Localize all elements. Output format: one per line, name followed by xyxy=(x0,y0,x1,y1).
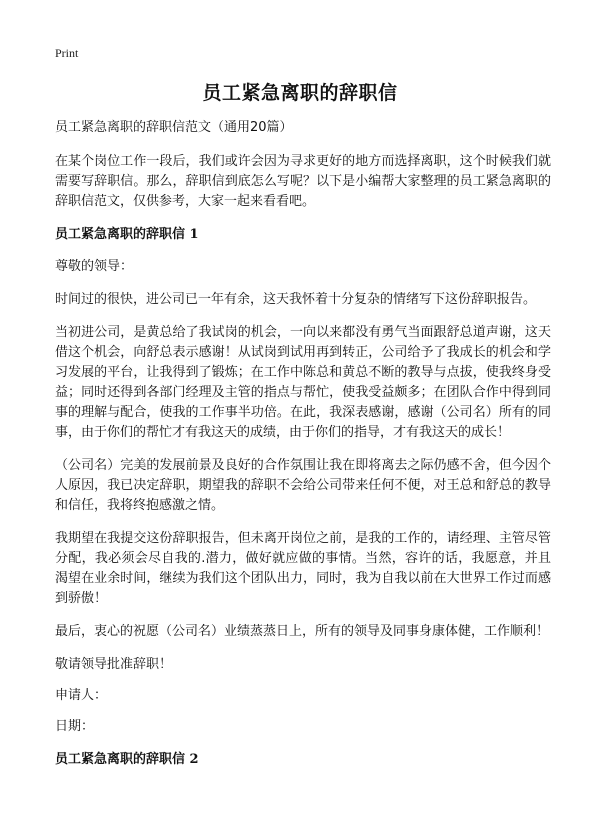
letter-2-heading: 员工紧急离职的辞职信 2 xyxy=(55,752,199,767)
letter-1-paragraph: （公司名）完美的发展前景及良好的合作氛围让我在即将离去之际仍感不舍，但今因个人原因，我已决定辞职，期望我的辞职不会给公司带来任何不便，对王总和舒总的教导和信任，我将终抱感激之情。 xyxy=(55,458,551,513)
print-label: Print xyxy=(55,46,79,60)
document-body xyxy=(55,118,551,782)
date-label: 日期： xyxy=(55,719,95,734)
letter-1-paragraph: 敬请领导批准辞职！ xyxy=(55,657,173,672)
intro-paragraph: 在某个岗位工作一段后，我们或许会因为寻求更好的地方而选择离职，这个时候我们就需要写辞职信。那么，辞职信到底怎么写呢？以下是小编帮大家整理的员工紧急离职的辞职信范文，仅供参考，大家一起来看看吧。 xyxy=(55,154,551,209)
letter-1-paragraph: 最后，衷心的祝愿（公司名）业绩蒸蒸日上，所有的领导及同事身康体健，工作顺利！ xyxy=(55,624,550,639)
document-title: 员工紧急离职的辞职信 xyxy=(202,82,398,104)
letter-1-salutation: 尊敬的领导： xyxy=(55,259,134,274)
letter-1-paragraph: 时间过的很快，进公司已一年有余，这天我怀着十分复杂的情绪写下这份辞职报告。 xyxy=(55,292,537,307)
letter-1-heading: 员工紧急离职的辞职信 1 xyxy=(55,227,199,242)
applicant-label: 申请人： xyxy=(55,688,108,703)
letter-1-paragraph: 当初进公司，是黄总给了我试岗的机会，一向以来都没有勇气当面跟舒总道声谢，这天借这个机会，向舒总表示感谢！从试岗到试用再到转正，公司给予了我成长的机会和学习发展的平台，让我得到了锻炼；在工作中陈总和黄总不断的教导与点拔，使我终身受益；同时还得到各部门经理及主管的指点与帮忙，使我受益颇多；在团队合作中得到同事的理解与配合，使我的工作事半功倍。在此，我深表感谢，感谢（公司名）所有的同事，由于你们的帮忙才有我这天的成绩，由于你们的指导，才有我这天的成长！ xyxy=(55,325,551,440)
letter-1-paragraph: 我期望在我提交这份辞职报告，但未离开岗位之前，是我的工作的，请经理、主管尽管分配，我必须会尽自我的.潜力，做好就应做的事情。当然，容许的话，我愿意，并且渴望在业余时间，继续为我们这个团队出力，同时，我为自我以前在大世界工作过而感到骄傲！ xyxy=(55,531,551,606)
document-subtitle: 员工紧急离职的辞职信范文（通用20篇） xyxy=(55,120,293,135)
